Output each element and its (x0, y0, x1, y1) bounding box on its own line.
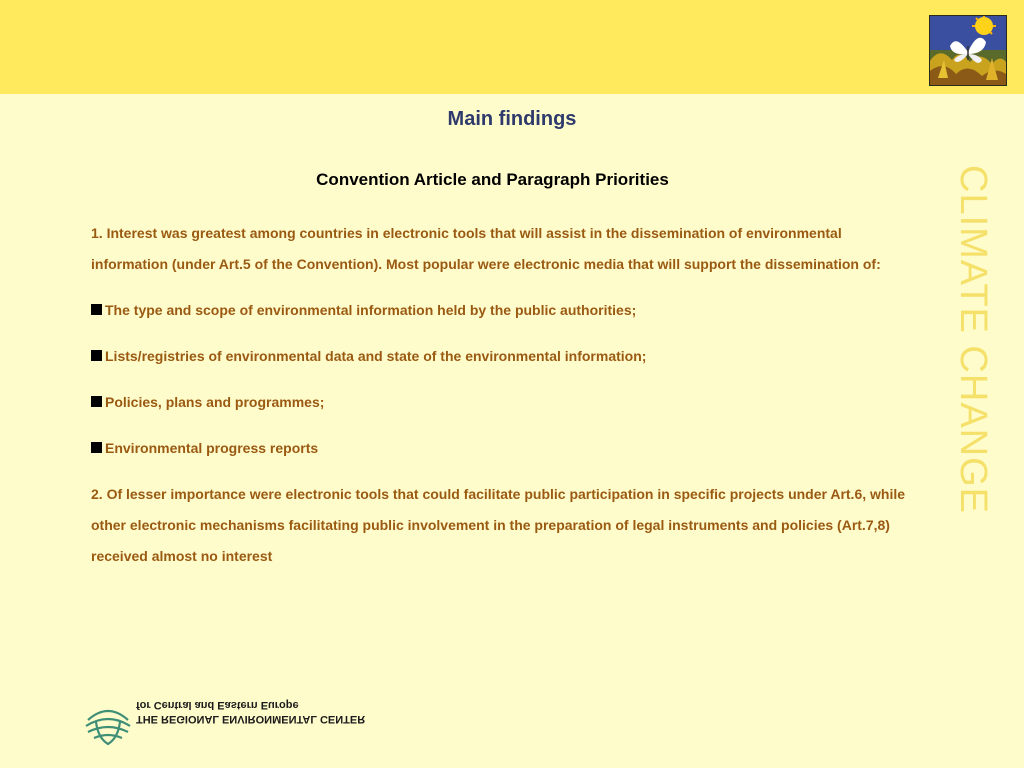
rec-globe-logo-icon (84, 698, 132, 746)
section-subtitle: Convention Article and Paragraph Priorities (316, 170, 669, 189)
butterfly-sun-image (929, 15, 1007, 86)
page-title: Main findings (447, 108, 577, 130)
bullet-item-2 (91, 341, 911, 372)
side-vertical-label: CLIMATE CHANGE (952, 165, 994, 515)
bullet-item-4 (91, 433, 911, 464)
bullet-item-1 (91, 295, 911, 326)
bullet-text-4: Environmental progress reports (105, 440, 319, 456)
square-bullet-icon (91, 350, 102, 361)
bullet-text-3: Policies, plans and programmes; (105, 394, 325, 410)
logo-line-2: THE REGIONAL ENVIRONMENTAL CENTER (136, 713, 366, 725)
header-band (0, 0, 1024, 94)
findings-body (91, 218, 911, 572)
paragraph-1: 1. Interest was greatest among countries in electronic tools that will assist in the dissemination of environmental information (under Art.5 of the Convention). Most popular were electronic media that will support the dissemination of: (91, 225, 881, 272)
square-bullet-icon (91, 442, 102, 453)
bullet-text-2: Lists/registries of environmental data and state of the environmental information; (105, 348, 647, 364)
logo-line-1: for Central and Eastern Europe (136, 699, 299, 711)
bullet-text-1: The type and scope of environmental information held by the public authorities; (105, 302, 637, 318)
logo-text (136, 698, 365, 726)
paragraph-2: 2. Of lesser importance were electronic tools that could facilitate public participation in specific projects under Art.6, while other electronic mechanisms facilitating public involvement in the preparation of legal instruments and policies (Art.7,8) received almost no interest (91, 486, 906, 564)
square-bullet-icon (91, 304, 102, 315)
square-bullet-icon (91, 396, 102, 407)
rec-logo (84, 694, 384, 749)
bullet-item-3 (91, 387, 911, 418)
